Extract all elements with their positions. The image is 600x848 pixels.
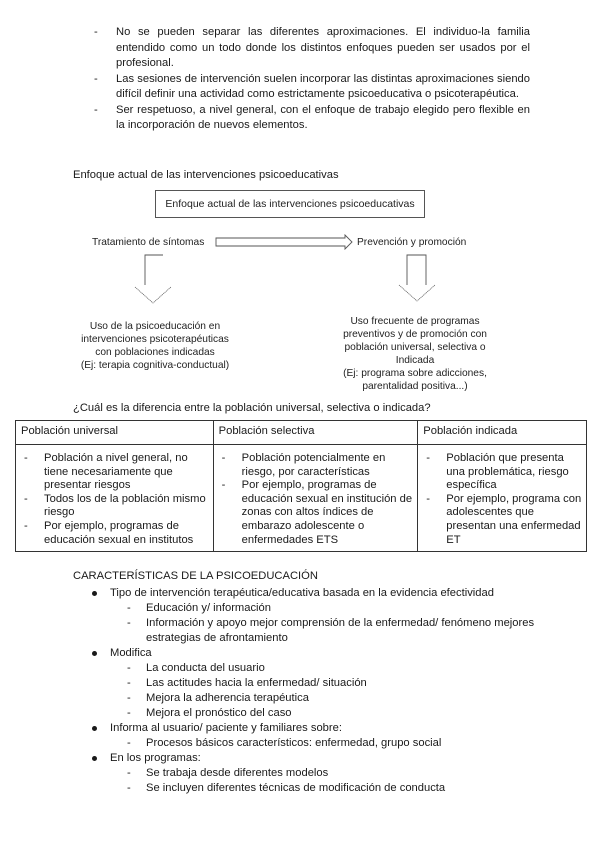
cell-item [424,493,582,547]
population-table [15,420,587,552]
dash-marker: - [426,492,430,505]
dash-marker: - [127,782,131,794]
diagram-left-label: Tratamiento de síntomas [92,237,205,248]
diagram-right-result [325,315,505,393]
intro-list [90,25,530,134]
left-down-arrow-icon [145,255,163,285]
right-result-line: (Ej: programa sobre adicciones, [343,368,487,379]
cell-universal [16,445,214,552]
characteristic-label: Informa al usuario/ paciente y familiares sobre: [110,722,342,734]
right-block-arrow-icon [216,235,352,249]
left-result-line: (Ej: terapia cognitiva-conductual) [80,360,230,371]
header-selective: Población selectiva [213,421,418,445]
header-indicated: Población indicada [418,421,587,445]
table-row [16,445,587,552]
dash-marker: - [94,72,98,85]
characteristic-subitem [90,601,570,616]
right-result-line: Uso frecuente de programas [350,316,480,327]
cell-item-text: Por ejemplo, programas de educación sexual en institutos [44,519,194,546]
subitem-text: Información y apoyo mejor comprensión de la enfermedad/ fenómeno mejores estrategias de afrontamiento [146,617,535,644]
characteristic-label: Modifica [110,647,152,659]
subitem-text: Mejora la adherencia terapéutica [146,692,309,704]
intro-item-text: No se pueden separar las diferentes aproximaciones. El individuo-la familia entendido como un todo donde los distintos enfoques pueden ser usados por el profesional. [116,26,530,69]
characteristic-item [90,646,570,661]
right-result-line: Indicada [395,355,435,366]
cell-item-text: Todos los de la población mismo riesgo [44,492,206,519]
left-result-line: intervenciones psicoterapéuticas [81,334,229,345]
bullet-icon [92,651,97,656]
left-result-line: Uso de la psicoeducación en [89,321,221,332]
bullet-icon [92,726,97,731]
characteristic-subitem [90,736,570,751]
dash-marker: - [127,692,131,704]
diagram-title-box [155,190,425,218]
characteristic-item [90,721,570,736]
diagram-heading: Enfoque actual de las intervenciones psicoeducativas [73,169,339,181]
right-result-line: población universal, selectiva o [344,342,486,353]
dash-marker: - [94,103,98,116]
cell-item-text: Población a nivel general, no tiene necesariamente que presentar riesgos [44,452,188,492]
characteristic-subitem [90,781,570,796]
characteristic-subitem [90,706,570,721]
subitem-text: Educación y/ información [146,602,271,614]
intro-item-text: Ser respetuoso, a nivel general, con el enfoque de trabajo elegido pero flexible en la incorporación de nuevos elementos. [116,103,530,131]
intro-item-text: Las sesiones de intervención suelen incorporar las distintas aproximaciones siendo difícil definir una actividad como estrictamente psicoeducativa o psicoterapéutica. [116,72,530,100]
dash-marker: - [221,452,226,464]
cell-item-text: Por ejemplo, programas de educación sexual en institución de zonas con altos índices de embarazo adolescente o enfermedades ETS [241,479,413,546]
subitem-text: Procesos básicos característicos: enfermedad, grupo social [146,737,442,749]
cell-item [22,452,209,493]
cell-item [220,452,414,479]
bullet-icon [92,756,97,761]
cell-item [22,493,209,520]
right-down-arrow-icon [407,255,426,285]
bullet-icon [92,591,97,596]
cell-item-text: Población que presenta una problemática, riesgo específica [446,452,569,492]
dash-marker: - [24,519,28,532]
dash-marker: - [24,492,28,505]
diagram-right-label: Prevención y promoción [357,237,467,248]
subitem-text: Se incluyen diferentes técnicas de modificación de conducta [146,782,446,794]
dash-marker: - [127,617,131,629]
intro-item [90,103,530,134]
left-result-line: con poblaciones indicadas [95,347,215,358]
characteristics-list [90,586,570,796]
characteristic-item [90,586,570,601]
cell-item-text: Por ejemplo, programa con adolescentes que presentan una enfermedad ET [446,492,582,546]
dash-marker: - [24,452,28,464]
dash-marker: - [127,707,131,719]
characteristic-label: Tipo de intervención terapéutica/educativa basada en la evidencia efectividad [110,587,494,599]
dash-marker: - [94,26,98,38]
dash-marker: - [127,602,131,614]
table-header-row [16,421,587,445]
diagram-box-title: Enfoque actual de las intervenciones psicoeducativas [165,198,415,210]
subitem-text: La conducta del usuario [146,662,265,674]
characteristic-subitem [90,616,570,646]
dash-marker: - [221,479,226,492]
characteristic-subitem [90,766,570,781]
dash-marker: - [127,737,131,749]
characteristics-title: CARACTERÍSTICAS DE LA PSICOEDUCACIÓN [73,570,318,582]
intro-item [90,72,530,103]
population-question: ¿Cuál es la diferencia entre la población universal, selectiva o indicada? [73,402,431,414]
subitem-text: Se trabaja desde diferentes modelos [146,767,329,779]
dash-marker: - [127,767,131,779]
characteristic-subitem [90,691,570,706]
characteristic-item [90,751,570,766]
cell-item [220,479,414,547]
left-down-arrow-head [135,287,171,303]
characteristic-subitem [90,676,570,691]
header-universal: Población universal [16,421,214,445]
cell-selective [213,445,418,552]
right-result-line: preventivos y de promoción con [343,329,487,340]
cell-item [22,520,209,547]
cell-indicated [418,445,587,552]
right-down-arrow-head [399,285,435,301]
dash-marker: - [426,452,430,464]
dash-marker: - [127,662,131,674]
dash-marker: - [127,677,131,689]
intro-item [90,25,530,72]
diagram-left-result [60,320,250,372]
cell-item-text: Población potencialmente en riesgo, por características [241,452,386,478]
right-result-line: parentalidad positiva...) [362,381,468,392]
characteristic-subitem [90,661,570,676]
characteristic-label: En los programas: [110,752,201,764]
cell-item [424,452,582,493]
subitem-text: Las actitudes hacia la enfermedad/ situación [146,677,367,689]
subitem-text: Mejora el pronóstico del caso [146,707,292,719]
